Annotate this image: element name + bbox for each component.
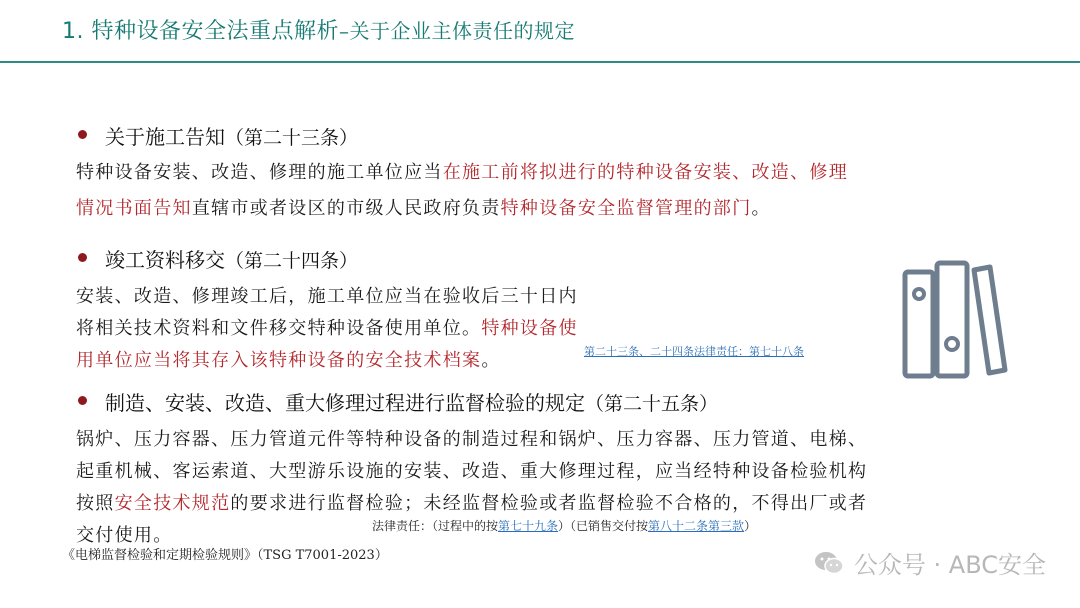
note-text: 法律责任：（过程中的按: [372, 519, 499, 533]
heading-article: （第二十三条）: [225, 127, 359, 149]
body-line: [76, 345, 578, 377]
heading-article: （第二十四条）: [225, 250, 359, 272]
legal-liability-note: [372, 517, 756, 534]
body-text: 的要求进行监督检验；未经监督检验或者监督检验不合格的，不得出厂或者: [230, 493, 868, 514]
note-link[interactable]: 第二十三条、二十四条法律责任：第七十八条: [584, 345, 804, 358]
body-text: 。: [481, 350, 501, 371]
body-line: [76, 155, 848, 191]
heading-text: 竣工资料移交: [105, 248, 225, 272]
section-body: [76, 281, 578, 377]
section-body: [76, 155, 848, 227]
legal-liability-note[interactable]: [584, 343, 804, 359]
body-text: 交付使用。: [76, 525, 173, 546]
emphasis-text: 用单位应当将其存入该特种设备的安全技术档案: [76, 350, 482, 371]
body-line: [76, 424, 867, 456]
body-line: [76, 313, 578, 345]
section-heading: [105, 387, 718, 416]
body-line: [76, 281, 578, 313]
body-text: 锅炉、压力容器、压力管道元件等特种设备的制造过程和锅炉、压力容器、压力管道、电梯、: [76, 429, 868, 450]
wechat-icon: [814, 550, 844, 576]
section-heading: [105, 121, 358, 150]
title-subtitle: –关于企业主体责任的规定: [338, 19, 575, 43]
body-line: [76, 191, 848, 227]
bullet-icon: [78, 130, 87, 139]
emphasis-text: 特种设备使: [481, 318, 578, 339]
article-link[interactable]: 第八十二条第三款: [648, 519, 745, 533]
emphasis-text: 特种设备安全监督管理的部门: [500, 198, 752, 219]
emphasis-text: 情况书面告知: [76, 198, 192, 219]
body-text: 按照: [76, 493, 115, 514]
title-main: 1. 特种设备安全法重点解析: [62, 19, 339, 44]
heading-text: 关于施工告知: [105, 125, 225, 149]
heading-text: 制造、安装、改造、重大修理过程进行监督检验的规定: [105, 391, 585, 415]
note-text: ）: [744, 519, 757, 533]
body-text: 起重机械、客运索道、大型游乐设施的安装、改造、重大修理过程，应当经特种设备检验机构: [76, 461, 868, 482]
watermark: [814, 545, 1046, 580]
books-icon: [900, 258, 1012, 382]
body-text: 。: [751, 198, 771, 219]
reference-citation: 《电梯监督检验和定期检验规则》（TSG T7001-2023）: [62, 548, 388, 563]
title-divider: [0, 61, 1080, 63]
body-text: 特种设备安装、改造、修理的施工单位应当: [76, 162, 443, 183]
section-heading: [105, 244, 358, 273]
body-text: 安装、改造、修理竣工后，施工单位应当在验收后三十日内: [76, 286, 578, 307]
body-line: [76, 488, 867, 520]
emphasis-text: 在施工前将拟进行的特种设备安装、改造、修理: [442, 162, 849, 183]
body-line: [76, 456, 867, 488]
article-link[interactable]: 第七十九条: [498, 519, 559, 533]
bullet-icon: [78, 396, 87, 405]
body-text: 直辖市或者设区的市级人民政府负责: [191, 198, 501, 219]
heading-article: （第二十五条）: [585, 393, 719, 415]
slide-title: [62, 14, 575, 45]
title-bar: [0, 0, 1080, 62]
note-text: ）（已销售交付按: [558, 519, 649, 533]
watermark-text: 公众号 · ABC安全: [853, 551, 1046, 579]
emphasis-text: 安全技术规范: [114, 493, 231, 514]
bullet-icon: [78, 253, 87, 262]
body-text: 将相关技术资料和文件移交特种设备使用单位。: [76, 318, 482, 339]
